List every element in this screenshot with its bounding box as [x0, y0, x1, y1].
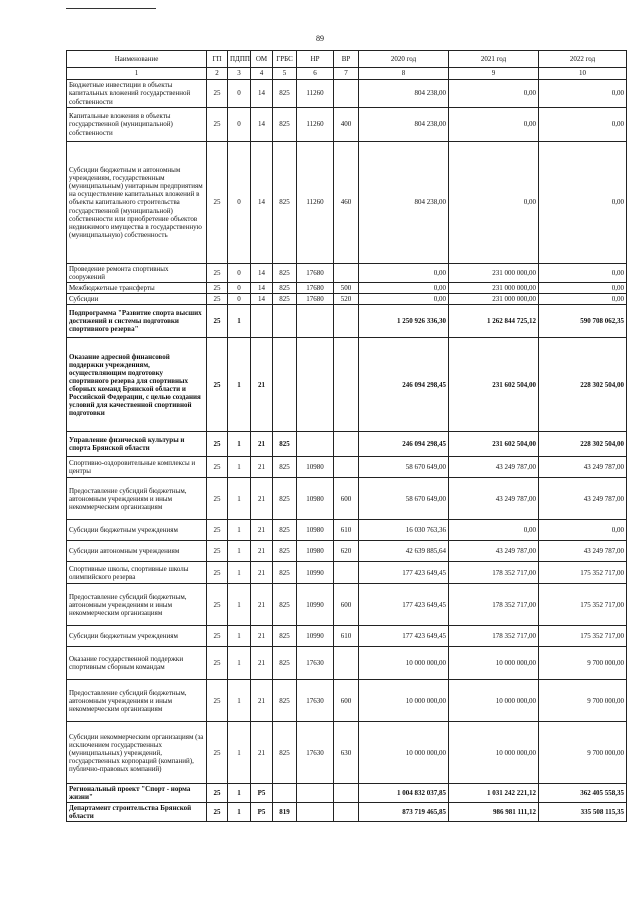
column-number: 5: [273, 68, 297, 80]
cell-grbs: 825: [273, 541, 297, 562]
cell-vr: 610: [334, 520, 359, 541]
cell-nr: 17680: [297, 294, 334, 305]
cell-om: [251, 305, 273, 338]
header-vr: ВР: [334, 51, 359, 68]
cell-2021: 0,00: [449, 108, 539, 142]
table-row: [67, 108, 627, 142]
cell-vr: [334, 338, 359, 432]
cell-2021: 231 000 000,00: [449, 294, 539, 305]
cell-grbs: 825: [273, 294, 297, 305]
table-row: [67, 305, 627, 338]
cell-gp: 25: [207, 305, 228, 338]
budget-table: [66, 50, 627, 822]
cell-om: 14: [251, 264, 273, 283]
cell-2022: 9 700 000,00: [539, 647, 627, 680]
column-number: 1: [67, 68, 207, 80]
cell-grbs: 825: [273, 432, 297, 457]
cell-2020: 804 238,00: [359, 80, 449, 108]
table-row: [67, 803, 627, 822]
cell-gp: 25: [207, 520, 228, 541]
cell-gp: 25: [207, 541, 228, 562]
cell-nr: 10990: [297, 562, 334, 584]
cell-om: 21: [251, 541, 273, 562]
cell-grbs: [273, 338, 297, 432]
cell-gp: 25: [207, 142, 228, 264]
cell-2020: 0,00: [359, 283, 449, 294]
cell-pdpp: 0: [228, 283, 251, 294]
header-2020: 2020 год: [359, 51, 449, 68]
cell-2020: 10 000 000,00: [359, 680, 449, 722]
cell-nr: 17630: [297, 722, 334, 784]
cell-2022: 0,00: [539, 108, 627, 142]
cell-gp: 25: [207, 432, 228, 457]
cell-gp: 25: [207, 478, 228, 520]
cell-2022: 228 302 504,00: [539, 432, 627, 457]
table-row: [67, 283, 627, 294]
header-name: Наименование: [67, 51, 207, 68]
cell-2022: 175 352 717,00: [539, 626, 627, 647]
table-row: [67, 541, 627, 562]
cell-2021: 43 249 787,00: [449, 541, 539, 562]
cell-name: Управление физической культуры и спорта Брянской области: [67, 432, 207, 457]
cell-pdpp: 1: [228, 680, 251, 722]
cell-vr: 520: [334, 294, 359, 305]
cell-2022: 362 405 558,35: [539, 784, 627, 803]
cell-gp: 25: [207, 803, 228, 822]
cell-2022: 335 508 115,35: [539, 803, 627, 822]
cell-vr: [334, 457, 359, 478]
cell-name: Субсидии бюджетным учреждениям: [67, 626, 207, 647]
cell-2022: 228 302 504,00: [539, 338, 627, 432]
cell-grbs: 819: [273, 803, 297, 822]
cell-2022: 43 249 787,00: [539, 478, 627, 520]
cell-om: 21: [251, 647, 273, 680]
cell-gp: 25: [207, 647, 228, 680]
cell-pdpp: 1: [228, 562, 251, 584]
cell-pdpp: 1: [228, 803, 251, 822]
cell-2020: 10 000 000,00: [359, 647, 449, 680]
cell-grbs: 825: [273, 520, 297, 541]
table-row: [67, 338, 627, 432]
cell-vr: 600: [334, 680, 359, 722]
cell-2022: 9 700 000,00: [539, 722, 627, 784]
cell-grbs: 825: [273, 142, 297, 264]
cell-pdpp: 1: [228, 432, 251, 457]
cell-gp: 25: [207, 680, 228, 722]
cell-gp: 25: [207, 283, 228, 294]
cell-2020: 177 423 649,45: [359, 584, 449, 626]
cell-gp: 25: [207, 338, 228, 432]
cell-pdpp: 1: [228, 784, 251, 803]
cell-2021: 10 000 000,00: [449, 647, 539, 680]
cell-vr: [334, 784, 359, 803]
header-om: ОМ: [251, 51, 273, 68]
cell-2020: 804 238,00: [359, 108, 449, 142]
cell-2020: 58 670 649,00: [359, 457, 449, 478]
cell-2021: 0,00: [449, 142, 539, 264]
cell-2021: 178 352 717,00: [449, 584, 539, 626]
cell-name: Оказание государственной поддержки спортивным сборным командам: [67, 647, 207, 680]
table-row: [67, 784, 627, 803]
cell-2020: 1 004 832 037,85: [359, 784, 449, 803]
header-nr: НР: [297, 51, 334, 68]
cell-name: Оказание адресной финансовой поддержки учреждениям, осуществляющим подготовку спортивного резерва для спортивных сборных команд Брянской области и Российской Федерации, с целью создания условий для качественной спортивной подготовки: [67, 338, 207, 432]
cell-grbs: 825: [273, 680, 297, 722]
cell-vr: 600: [334, 478, 359, 520]
table-row: [67, 294, 627, 305]
cell-nr: 11260: [297, 80, 334, 108]
cell-grbs: 825: [273, 562, 297, 584]
table-row: [67, 142, 627, 264]
cell-nr: [297, 784, 334, 803]
cell-pdpp: 1: [228, 647, 251, 680]
cell-om: 21: [251, 338, 273, 432]
column-number: 7: [334, 68, 359, 80]
cell-vr: [334, 562, 359, 584]
cell-2021: 43 249 787,00: [449, 478, 539, 520]
cell-nr: 17630: [297, 647, 334, 680]
cell-2022: 0,00: [539, 142, 627, 264]
cell-vr: 610: [334, 626, 359, 647]
cell-name: Субсидии: [67, 294, 207, 305]
header-2021: 2021 год: [449, 51, 539, 68]
cell-2021: 10 000 000,00: [449, 722, 539, 784]
cell-name: Субсидии бюджетным и автономным учреждениям, государственным (муниципальным) унитарным предприятиям на осуществление капитальных вложений в объекты капитального строительства государственной (муниципальной) собственности или приобретение объектов недвижимого имущества в государственную (муниципальную) собственность: [67, 142, 207, 264]
cell-vr: [334, 80, 359, 108]
cell-vr: 460: [334, 142, 359, 264]
cell-name: Подпрограмма "Развитие спорта высших достижений и системы подготовки спортивного резерва": [67, 305, 207, 338]
cell-nr: 17680: [297, 283, 334, 294]
cell-vr: [334, 647, 359, 680]
header-2022: 2022 год: [539, 51, 627, 68]
cell-grbs: [273, 305, 297, 338]
cell-om: 14: [251, 142, 273, 264]
cell-name: Субсидии некоммерческим организациям (за исключением государственных (муниципальных) учреждений, государственных корпораций (компаний), публично-правовых компаний): [67, 722, 207, 784]
cell-pdpp: 1: [228, 541, 251, 562]
cell-2022: 0,00: [539, 283, 627, 294]
scan-edge-line: [66, 8, 156, 9]
cell-om: 14: [251, 108, 273, 142]
cell-2022: 0,00: [539, 80, 627, 108]
table-row: [67, 520, 627, 541]
column-number-row: [67, 68, 627, 80]
cell-2021: 231 602 504,00: [449, 338, 539, 432]
column-number: 8: [359, 68, 449, 80]
cell-name: Проведение ремонта спортивных сооружений: [67, 264, 207, 283]
cell-name: Субсидии автономным учреждениям: [67, 541, 207, 562]
cell-vr: [334, 432, 359, 457]
cell-gp: 25: [207, 584, 228, 626]
cell-name: Субсидии бюджетным учреждениям: [67, 520, 207, 541]
table-row: [67, 647, 627, 680]
cell-2020: 16 030 763,36: [359, 520, 449, 541]
cell-nr: 11260: [297, 108, 334, 142]
cell-pdpp: 1: [228, 457, 251, 478]
cell-2020: 177 423 649,45: [359, 626, 449, 647]
cell-gp: 25: [207, 784, 228, 803]
cell-gp: 25: [207, 294, 228, 305]
cell-pdpp: 1: [228, 584, 251, 626]
cell-nr: [297, 305, 334, 338]
cell-grbs: 825: [273, 80, 297, 108]
cell-grbs: 825: [273, 647, 297, 680]
cell-om: 14: [251, 80, 273, 108]
column-number: 6: [297, 68, 334, 80]
header-row: [67, 51, 627, 68]
cell-vr: 500: [334, 283, 359, 294]
cell-2021: 1 031 242 221,12: [449, 784, 539, 803]
cell-pdpp: 1: [228, 626, 251, 647]
column-number: 3: [228, 68, 251, 80]
cell-pdpp: 1: [228, 338, 251, 432]
page-number: 89: [316, 34, 324, 43]
cell-2020: 10 000 000,00: [359, 722, 449, 784]
cell-om: P5: [251, 784, 273, 803]
cell-2020: 1 250 926 336,30: [359, 305, 449, 338]
cell-vr: 400: [334, 108, 359, 142]
cell-grbs: 825: [273, 478, 297, 520]
table-body: [67, 80, 627, 822]
cell-nr: [297, 803, 334, 822]
cell-name: Межбюджетные трансферты: [67, 283, 207, 294]
cell-om: 21: [251, 680, 273, 722]
cell-2022: 43 249 787,00: [539, 457, 627, 478]
cell-gp: 25: [207, 457, 228, 478]
cell-pdpp: 1: [228, 305, 251, 338]
cell-om: 21: [251, 626, 273, 647]
cell-2021: 231 000 000,00: [449, 283, 539, 294]
header-pdpp: ПДПП: [228, 51, 251, 68]
cell-pdpp: 0: [228, 264, 251, 283]
cell-nr: 10980: [297, 520, 334, 541]
cell-name: Спортивно-оздоровительные комплексы и центры: [67, 457, 207, 478]
cell-pdpp: 1: [228, 478, 251, 520]
cell-vr: 630: [334, 722, 359, 784]
cell-2022: 0,00: [539, 520, 627, 541]
cell-om: 14: [251, 294, 273, 305]
cell-2021: 178 352 717,00: [449, 626, 539, 647]
cell-name: Спортивные школы, спортивные школы олимпийского резерва: [67, 562, 207, 584]
cell-gp: 25: [207, 722, 228, 784]
table-row: [67, 432, 627, 457]
cell-pdpp: 0: [228, 108, 251, 142]
cell-nr: 11260: [297, 142, 334, 264]
cell-pdpp: 0: [228, 294, 251, 305]
cell-grbs: 825: [273, 457, 297, 478]
cell-2021: 231 602 504,00: [449, 432, 539, 457]
cell-name: Бюджетные инвестиции в объекты капитальных вложений государственной собственности: [67, 80, 207, 108]
cell-gp: 25: [207, 108, 228, 142]
cell-nr: 10980: [297, 457, 334, 478]
cell-2021: 0,00: [449, 520, 539, 541]
table-row: [67, 722, 627, 784]
table-row: [67, 626, 627, 647]
cell-grbs: 825: [273, 264, 297, 283]
cell-2020: 0,00: [359, 294, 449, 305]
cell-grbs: [273, 784, 297, 803]
cell-om: 21: [251, 432, 273, 457]
cell-2022: 9 700 000,00: [539, 680, 627, 722]
cell-2021: 986 981 111,12: [449, 803, 539, 822]
cell-om: 21: [251, 457, 273, 478]
cell-2020: 246 094 298,45: [359, 338, 449, 432]
cell-gp: 25: [207, 562, 228, 584]
cell-2021: 231 000 000,00: [449, 264, 539, 283]
table-row: [67, 680, 627, 722]
cell-name: Капитальные вложения в объекты государственной (муниципальной) собственности: [67, 108, 207, 142]
cell-om: 21: [251, 584, 273, 626]
cell-grbs: 825: [273, 584, 297, 626]
cell-grbs: 825: [273, 283, 297, 294]
cell-name: Предоставление субсидий бюджетным, автономным учреждениям и иным некоммерческим организациям: [67, 680, 207, 722]
cell-vr: [334, 264, 359, 283]
cell-nr: 17630: [297, 680, 334, 722]
cell-2020: 42 639 885,64: [359, 541, 449, 562]
cell-vr: 600: [334, 584, 359, 626]
cell-name: Региональный проект "Спорт - норма жизни": [67, 784, 207, 803]
column-number: 10: [539, 68, 627, 80]
table-row: [67, 584, 627, 626]
cell-2021: 178 352 717,00: [449, 562, 539, 584]
cell-nr: 17680: [297, 264, 334, 283]
cell-name: Предоставление субсидий бюджетным, автономным учреждениям и иным некоммерческим организациям: [67, 584, 207, 626]
cell-vr: [334, 803, 359, 822]
cell-vr: 620: [334, 541, 359, 562]
cell-gp: 25: [207, 264, 228, 283]
column-number: 2: [207, 68, 228, 80]
cell-grbs: 825: [273, 108, 297, 142]
table-row: [67, 264, 627, 283]
cell-gp: 25: [207, 626, 228, 647]
cell-nr: 10980: [297, 541, 334, 562]
header-gp: ГП: [207, 51, 228, 68]
cell-2022: 43 249 787,00: [539, 541, 627, 562]
cell-2020: 873 719 465,85: [359, 803, 449, 822]
cell-2022: 175 352 717,00: [539, 562, 627, 584]
column-number: 9: [449, 68, 539, 80]
cell-2020: 58 670 649,00: [359, 478, 449, 520]
cell-vr: [334, 305, 359, 338]
cell-2022: 175 352 717,00: [539, 584, 627, 626]
header-grbs: ГРБС: [273, 51, 297, 68]
cell-gp: 25: [207, 80, 228, 108]
cell-om: P5: [251, 803, 273, 822]
cell-nr: 10990: [297, 626, 334, 647]
cell-om: 21: [251, 722, 273, 784]
cell-2020: 246 094 298,45: [359, 432, 449, 457]
cell-grbs: 825: [273, 722, 297, 784]
cell-2021: 1 262 844 725,12: [449, 305, 539, 338]
cell-pdpp: 1: [228, 520, 251, 541]
cell-om: 14: [251, 283, 273, 294]
table-row: [67, 562, 627, 584]
cell-2020: 177 423 649,45: [359, 562, 449, 584]
cell-2020: 804 238,00: [359, 142, 449, 264]
cell-name: Предоставление субсидий бюджетным, автономным учреждениям и иным некоммерческим организациям: [67, 478, 207, 520]
cell-name: Департамент строительства Брянской области: [67, 803, 207, 822]
cell-2021: 43 249 787,00: [449, 457, 539, 478]
cell-nr: [297, 432, 334, 457]
cell-2020: 0,00: [359, 264, 449, 283]
cell-2022: 590 708 062,35: [539, 305, 627, 338]
cell-nr: 10980: [297, 478, 334, 520]
cell-pdpp: 1: [228, 722, 251, 784]
cell-2022: 0,00: [539, 294, 627, 305]
table-row: [67, 80, 627, 108]
table-row: [67, 478, 627, 520]
table-row: [67, 457, 627, 478]
cell-nr: [297, 338, 334, 432]
cell-grbs: 825: [273, 626, 297, 647]
cell-om: 21: [251, 562, 273, 584]
cell-pdpp: 0: [228, 80, 251, 108]
cell-nr: 10990: [297, 584, 334, 626]
cell-2022: 0,00: [539, 264, 627, 283]
cell-2021: 10 000 000,00: [449, 680, 539, 722]
column-number: 4: [251, 68, 273, 80]
cell-om: 21: [251, 478, 273, 520]
cell-2021: 0,00: [449, 80, 539, 108]
cell-pdpp: 0: [228, 142, 251, 264]
cell-om: 21: [251, 520, 273, 541]
